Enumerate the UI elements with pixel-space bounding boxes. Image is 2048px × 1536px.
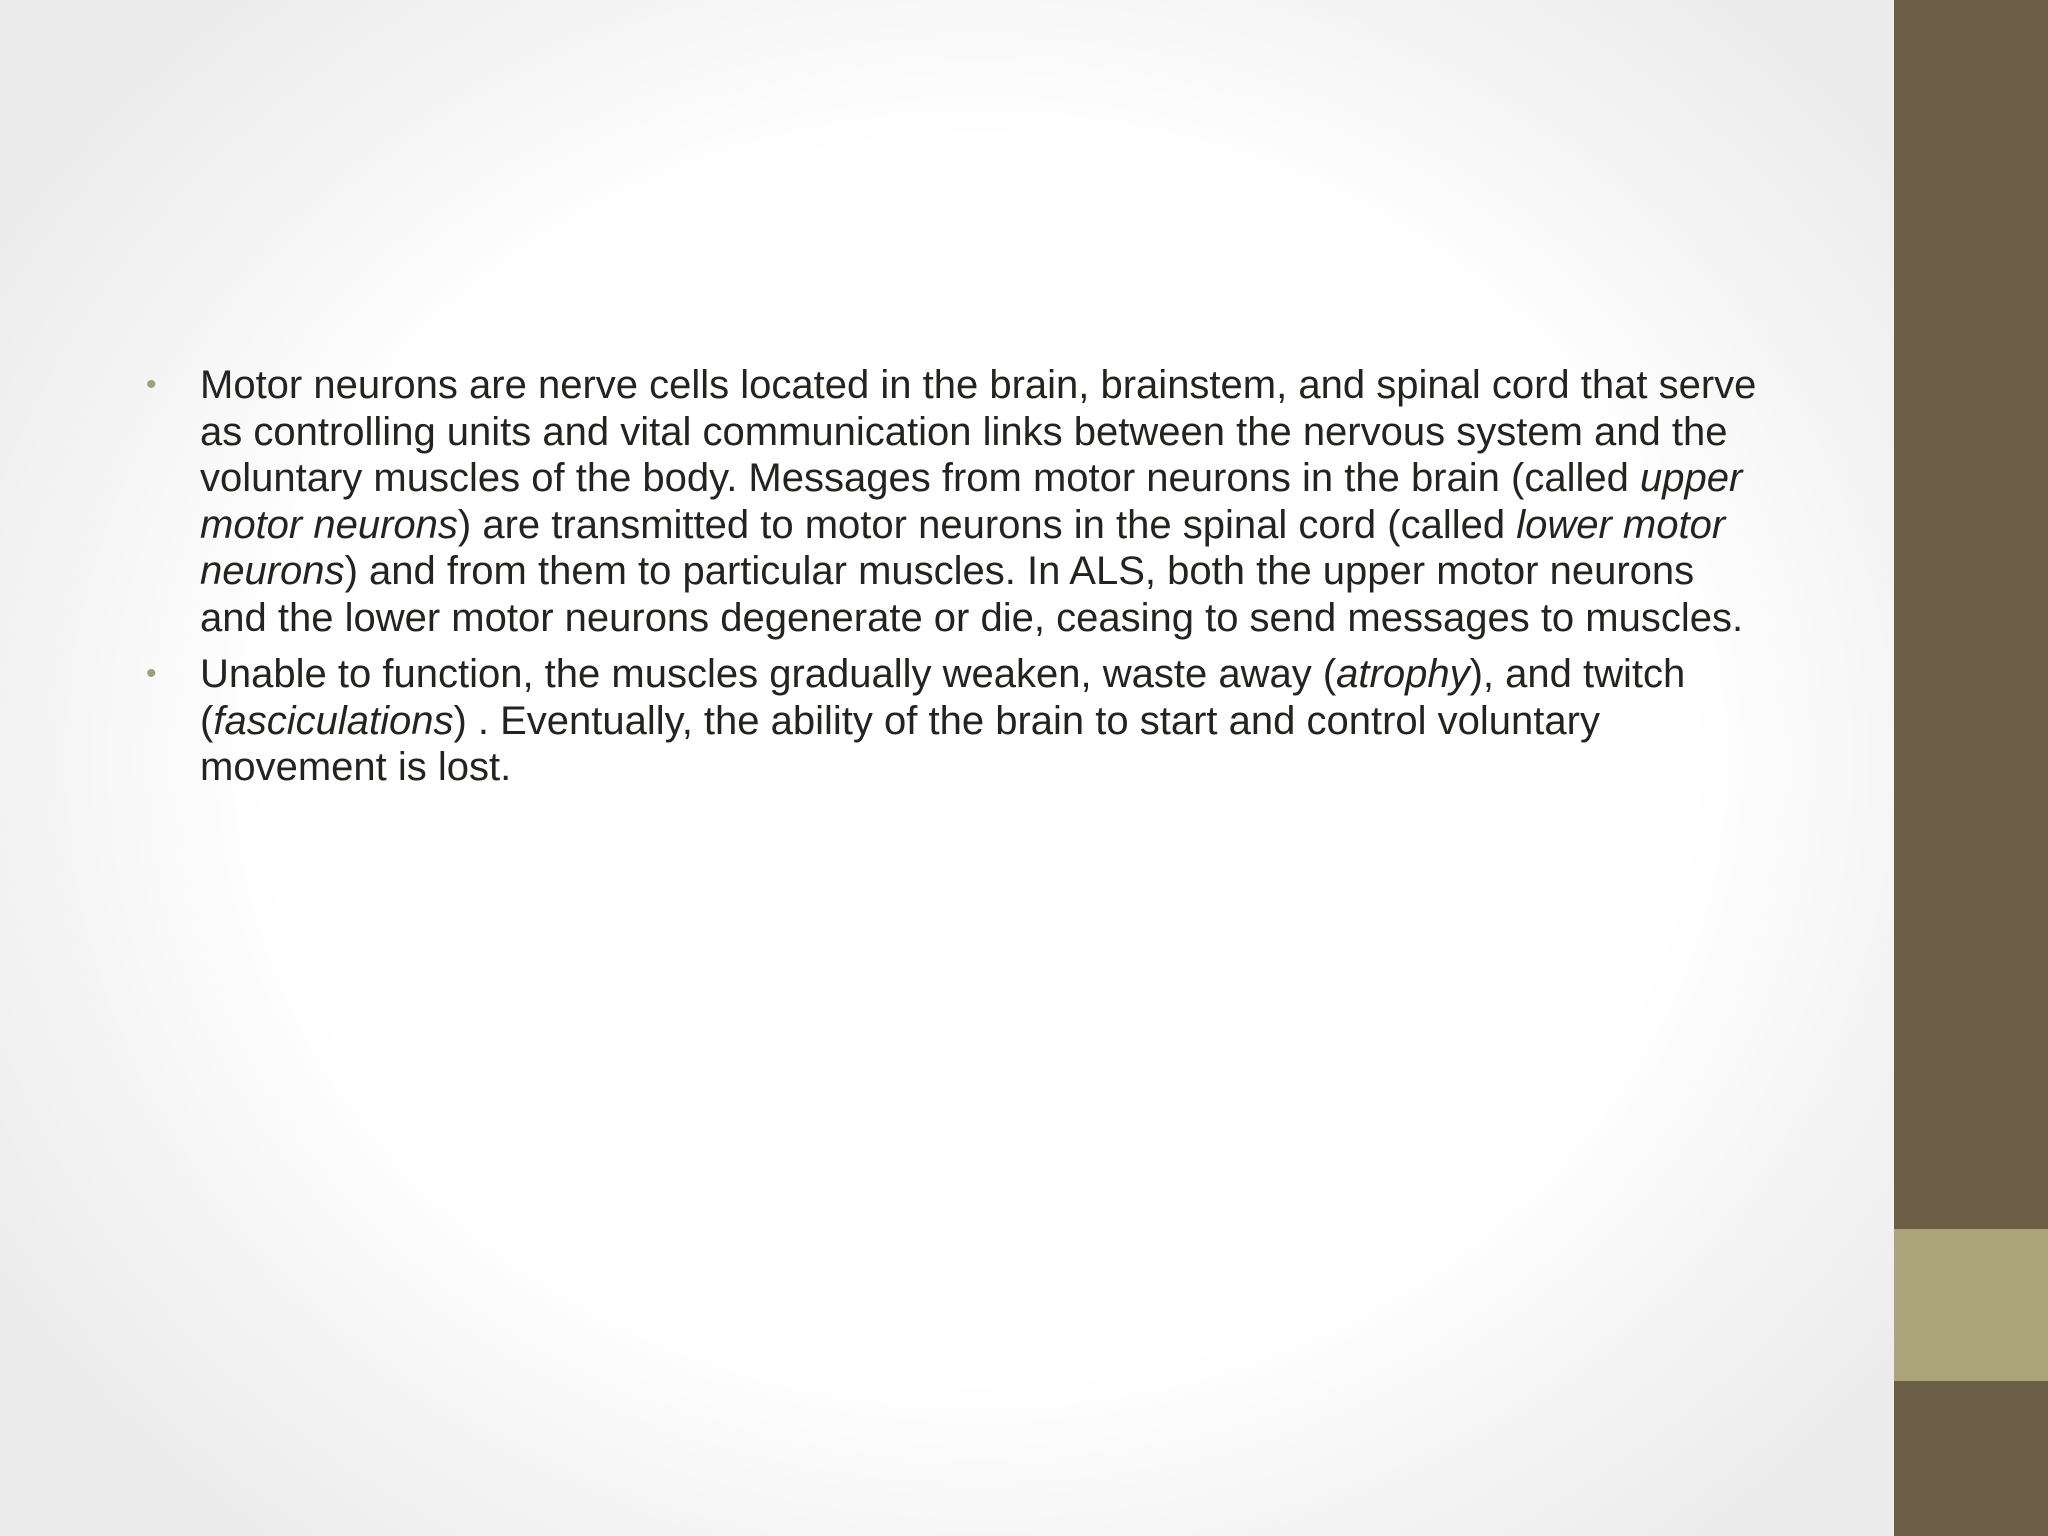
bullet-item-muscles bbox=[140, 651, 1760, 791]
bullet-text-segment: ), and twitch ( bbox=[200, 652, 1686, 743]
bullet-text-segment: ) are transmitted to motor neurons in the spinal cord (called bbox=[457, 502, 1517, 547]
bullet-icon: • bbox=[146, 368, 157, 401]
bullet-text bbox=[200, 363, 1756, 640]
bullet-item-motor-neurons bbox=[140, 362, 1760, 641]
italic-term-upper-motor-neurons: upper motor neurons bbox=[200, 456, 1743, 547]
bullet-icon: • bbox=[146, 657, 157, 690]
bullet-text-segment: Motor neurons are nerve cells located in the brain, brainstem, and spinal cord that serve as controlling units and vital communication links between the nervous system and the voluntary muscles of the body. Messages from motor neurons in the brain (called bbox=[200, 363, 1757, 500]
bullet-text-segment: ) . Eventually, the ability of the brain to start and control voluntary movement is lost. bbox=[200, 698, 1600, 789]
bullet-text-segment: ) and from them to particular muscles. In ALS, both the upper motor neurons and the lower motor neurons degenerate or die, ceasing to send messages to muscles. bbox=[200, 549, 1744, 640]
italic-term-fasciculations: fasciculations bbox=[213, 698, 454, 743]
bullet-text bbox=[200, 652, 1685, 789]
right-side-accent-block bbox=[1894, 1229, 2048, 1381]
bullet-text-segment: Unable to function, the muscles gradually weaken, waste away ( bbox=[200, 652, 1337, 696]
slide-body bbox=[140, 362, 1760, 801]
italic-term-lower-motor-neurons: lower motor neurons bbox=[200, 502, 1726, 593]
italic-term-atrophy: atrophy bbox=[1336, 652, 1470, 696]
bullet-list bbox=[140, 362, 1760, 791]
